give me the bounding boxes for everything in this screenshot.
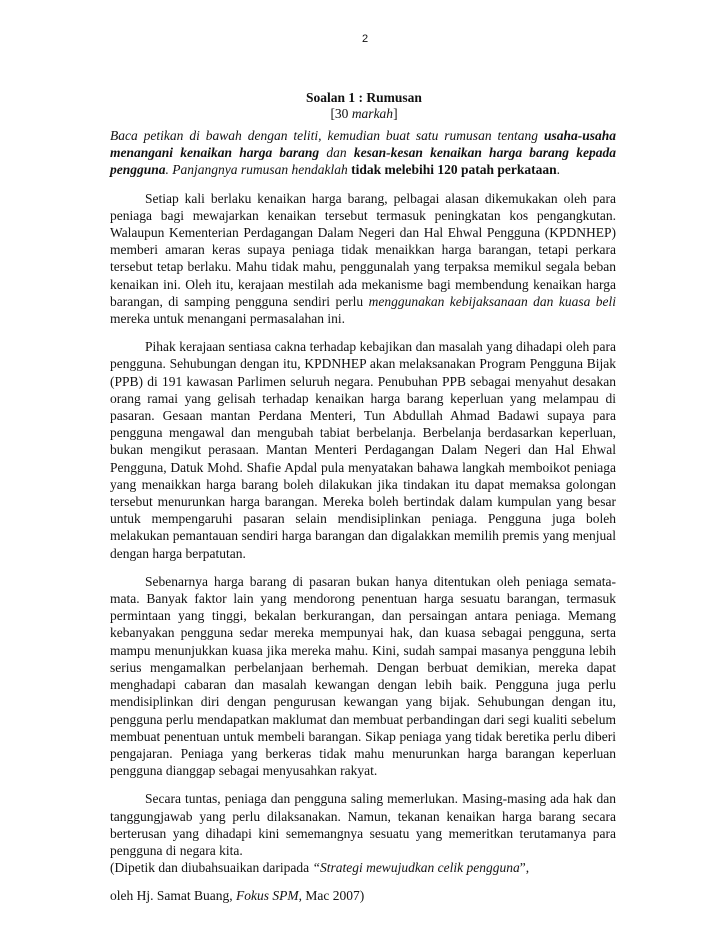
paragraph-1-end: mereka untuk menangani permasalahan ini.: [110, 311, 346, 327]
marks-word: markah: [351, 106, 394, 121]
instruction-text-3: . Panjangnya rumusan hendaklah: [165, 162, 352, 178]
paragraph-1: [110, 190, 616, 328]
paragraph-1-emphasis: menggunakan kebijaksanaan dan kuasa beli: [368, 293, 617, 309]
credit-publication: Fokus SPM: [235, 888, 299, 904]
source-credit-line-1: [110, 859, 616, 876]
paragraph-2: Pihak kerajaan sentiasa cakna terhadap kebajikan dan masalah yang dihadapi oleh para pengguna. Sehubungan dengan itu, KPDNHEP akan melaksanakan Program Pengguna Bijak (PPB) di 191 kawasan Parlimen seluruh negara. Penubuhan PPB sebagai menyahut desakan orang ramai yang gelisah terhadap kenaikan harga barang keperluan yang melampau di pasaran. Gesaan mantan Perdana Menteri, Tun Abdullah Ahmad Badawi supaya para pengguna mengawal dan mengubah tabiat berbelanja. Berbelanja berdasarkan keperluan, bukan mengikut perasaan. Mantan Menteri Perdagangan Dalam Negeri dan Hal Ehwal Pengguna, Datuk Mohd. Shafie Apdal pula menyatakan bahawa langkah memboikot peniaga yang menaikkan harga barang boleh dilakukan jika tindakan itu dapat memaksa golongan tersebut menurunkan harga barangan. Mereka boleh bertindak dalam kumpulan yang besar untuk mempengaruhi pasaran selain mendisiplinkan peniaga. Pengguna juga boleh melakukan pemantauan sendiri harga barangan dan digalakkan memilih premis yang menjual dengan harga berpatutan.: [110, 339, 616, 561]
instruction-text-2: dan: [319, 145, 354, 161]
credit-article-title: “Strategi mewujudkan celik pengguna: [312, 860, 520, 876]
instruction-topic-1: usaha-usaha menangani kenaikan harga barang: [110, 128, 616, 161]
page-number: 2: [361, 33, 369, 45]
paragraph-1-text: Setiap kali berlaku kenaikan harga barang, pelbagai alasan dikemukakan oleh para peniaga bagi mewajarkan kenaikan tersebut termasuk peningkatan kos pengangkutan. Walaupun Kementerian Perdagangan Dalam Negeri dan Hal Ehwal Pengguna (KPDNHEP) memberi amaran keras supaya peniaga tidak menaikkan harga barangan, tetapi perkara tersebut tetap berlaku. Mahu tidak mahu, penggunalah yang terpaksa memikul segala beban kenaikan ini. Oleh itu, kerajaan mestilah ada mekanisme bagi membendung kenaikan harga barangan, di samping pengguna sendiri perlu: [110, 190, 616, 309]
question-title: Soalan 1 : Rumusan: [306, 90, 422, 105]
instruction-topic-2: kesan-kesan kenaikan harga barang kepada pengguna: [110, 145, 616, 178]
credit-date: , Mac 2007): [298, 888, 365, 904]
marks-label: [0, 106, 728, 122]
paragraph-3: Sebenarnya harga barang di pasaran bukan hanya ditentukan oleh peniaga semata-mata. Banyak faktor lain yang mendorong penentuan harga sesuatu barangan, termasuk permintaan yang tinggi, bekalan berkurangan, dan persaingan antara peniaga. Memang kebanyakan pengguna sedar mereka mempunyai hak, dan kuasa sebagai pengguna, serta mampu menunjukkan kuasa jika mereka mahu. Kini, sudah sampai masanya pengguna lebih serius mengamalkan perbelanjaan berhemah. Dengan berbuat demikian, mereka dapat menghadapi cabaran dan masalah kewangan dengan lebih baik. Pengguna juga perlu mendisiplinkan diri dengan pengurusan kewangan yang bijak. Sehubungan dengan itu, pengguna perlu mendapatkan maklumat dan membuat perbandingan dari segi kualiti sebelum membuat penentuan untuk membeli barangan. Sikap peniaga yang tidak beretika perlu diberi pengajaran. Peniaga yang berkeras tidak mahu menurunkan harga barangan keperluan pengguna dianggap sebagai menyusahkan rakyat.: [110, 573, 616, 779]
credit-text-1: (Dipetik dan diubahsuaikan daripada: [110, 860, 313, 876]
credit-text-2: ”,: [519, 860, 530, 876]
instruction-paragraph: [110, 127, 616, 179]
marks-close: ]: [393, 106, 398, 121]
source-credit-line-2: [110, 887, 616, 904]
word-limit: tidak melebihi 120 patah perkataan: [351, 162, 557, 178]
instruction-text-1: Baca petikan di bawah dengan teliti, kemudian buat satu rumusan tentang: [110, 128, 544, 143]
instruction-end: .: [556, 162, 561, 178]
paragraph-4: Secara tuntas, peniaga dan pengguna saling memerlukan. Masing-masing ada hak dan tanggungjawab yang perlu dilaksanakan. Namun, tekanan kenaikan harga barang secara berterusan yang dihadapi kini sememangnya sesuatu yang memeritkan terutamanya para pengguna di negara kita.: [110, 791, 616, 858]
passage-body: [110, 127, 616, 916]
marks-open: [30: [330, 106, 352, 121]
credit-author: oleh Hj. Samat Buang,: [110, 888, 236, 904]
